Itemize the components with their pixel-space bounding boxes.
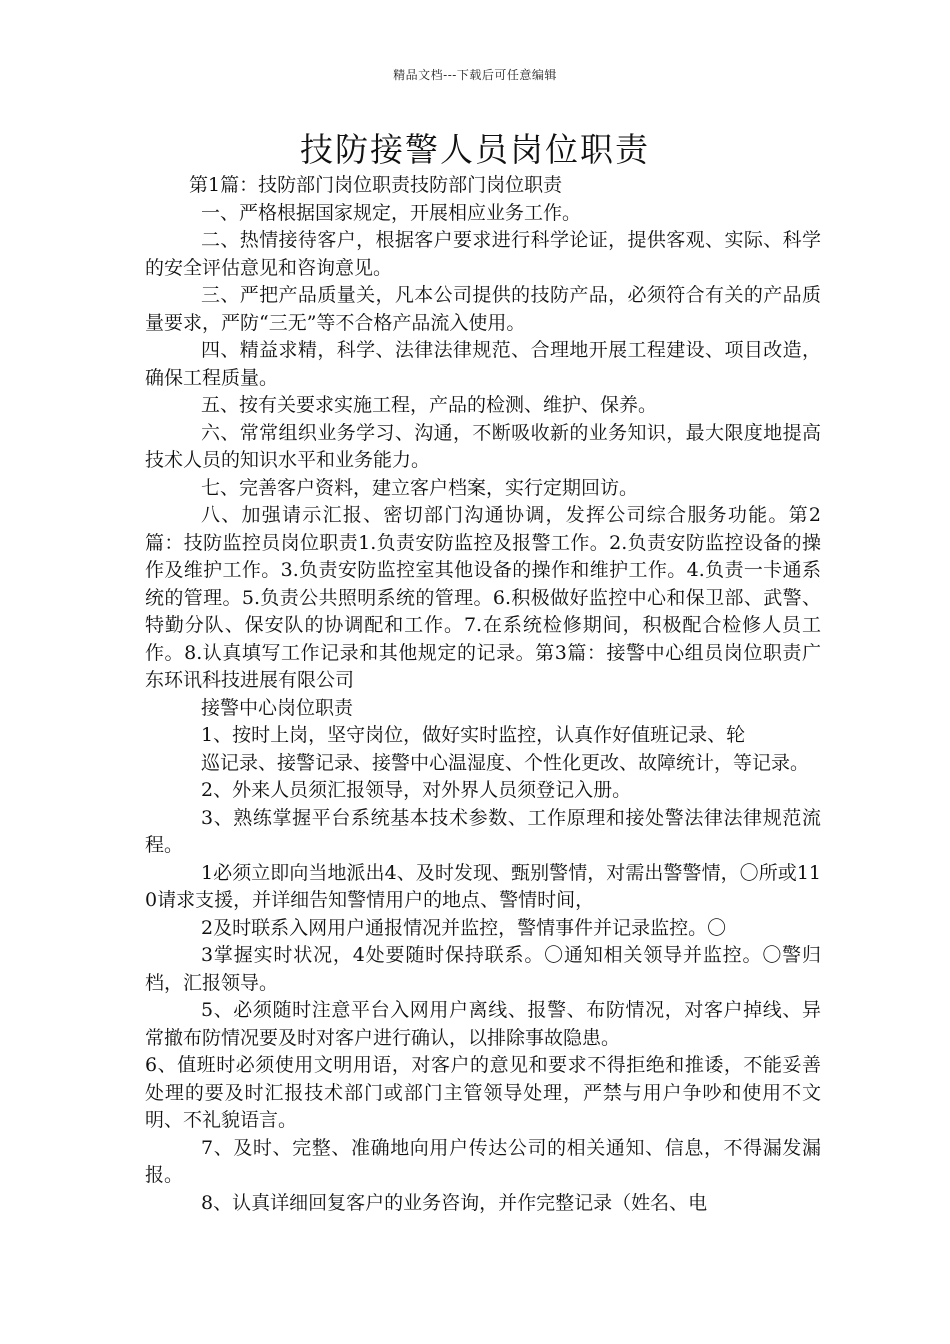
paragraph: 3、熟练掌握平台系统基本技术参数、工作原理和接处警法律法律规范流程。: [145, 806, 821, 856]
paragraph: 一、严格根据国家规定，开展相应业务工作。: [201, 201, 582, 224]
document-body: [145, 172, 821, 1217]
paragraph: 七、完善客户资料，建立客户档案，实行定期回访。: [201, 476, 639, 499]
paragraph: 1必须立即向当地派出4、及时发现、甄别警情，对需出警警情，〇所或110请求支援，并详细告知警情用户的地点、警情时间，: [145, 861, 821, 911]
paragraph: 二、热情接待客户，根据客户要求进行科学论证，提供客观、实际、科学的安全评估意见和咨询意见。: [145, 229, 821, 279]
paragraph: 三、严把产品质量关，凡本公司提供的技防产品，必须符合有关的产品质量要求，严防“三无”等不合格产品流入使用。: [145, 284, 821, 334]
paragraph: 四、精益求精，科学、法律法律规范、合理地开展工程建设、项目改造，确保工程质量。: [145, 339, 821, 389]
paragraph: 接警中心岗位职责: [201, 696, 354, 719]
paragraph: 第1篇：技防部门岗位职责技防部门岗位职责: [189, 174, 563, 196]
document-title: 技防接警人员岗位职责: [300, 130, 650, 169]
paragraph: 2及时联系入网用户通报情况并监控，警情事件并记录监控。〇: [201, 916, 727, 939]
paragraph: 6、值班时必须使用文明用语，对客户的意见和要求不得拒绝和推诿，不能妥善处理的要及时汇报技术部门或部门主管领导处理，严禁与用户争吵和使用不文明、不礼貌语言。: [145, 1054, 821, 1131]
paragraph: 2、外来人员须汇报领导，对外界人员须登记入册。: [201, 779, 632, 801]
paragraph: 8、认真详细回复客户的业务咨询，并作完整记录（姓名、电: [201, 1191, 708, 1214]
paragraph: 六、常常组织业务学习、沟通，不断吸收新的业务知识，最大限度地提高技术人员的知识水平和业务能力。: [145, 421, 821, 471]
paragraph: 巡记录、接警记录、接警中心温湿度、个性化更改、故障统计，等记录。: [201, 751, 810, 774]
paragraph: 1、按时上岗，坚守岗位，做好实时监控，认真作好值班记录、轮: [201, 724, 746, 746]
paragraph: 5、必须随时注意平台入网用户离线、报警、布防情况，对客户掉线、异常撤布防情况要及时对客户进行确认，以排除事故隐患。: [145, 999, 821, 1049]
paragraph: 八、加强请示汇报、密切部门沟通协调，发挥公司综合服务功能。第2篇：技防监控员岗位职责1.负责安防监控及报警工作。2.负责安防监控设备的操作及维护工作。3.负责安防监控室其他设备的操作和维护工作。4.负责一卡通系统的管理。5.负责公共照明系统的管理。6.积极做好监控中心和保卫部、武警、特勤分队、保安队的协调配和工作。7.在系统检修期间，积极配合检修人员工作。8.认真填写工作记录和其他规定的记录。第3篇：接警中心组员岗位职责广东环讯科技进展有限公司: [145, 504, 821, 691]
header-note: 精品文档---下载后可任意编辑: [393, 68, 557, 82]
paragraph: 3掌握实时状况，4处要随时保持联系。〇通知相关领导并监控。〇警归档，汇报领导。: [145, 944, 821, 994]
paragraph: 7、及时、完整、准确地向用户传达公司的相关通知、信息，不得漏发漏报。: [145, 1136, 821, 1186]
paragraph: 五、按有关要求实施工程，产品的检测、维护、保养。: [201, 394, 658, 416]
